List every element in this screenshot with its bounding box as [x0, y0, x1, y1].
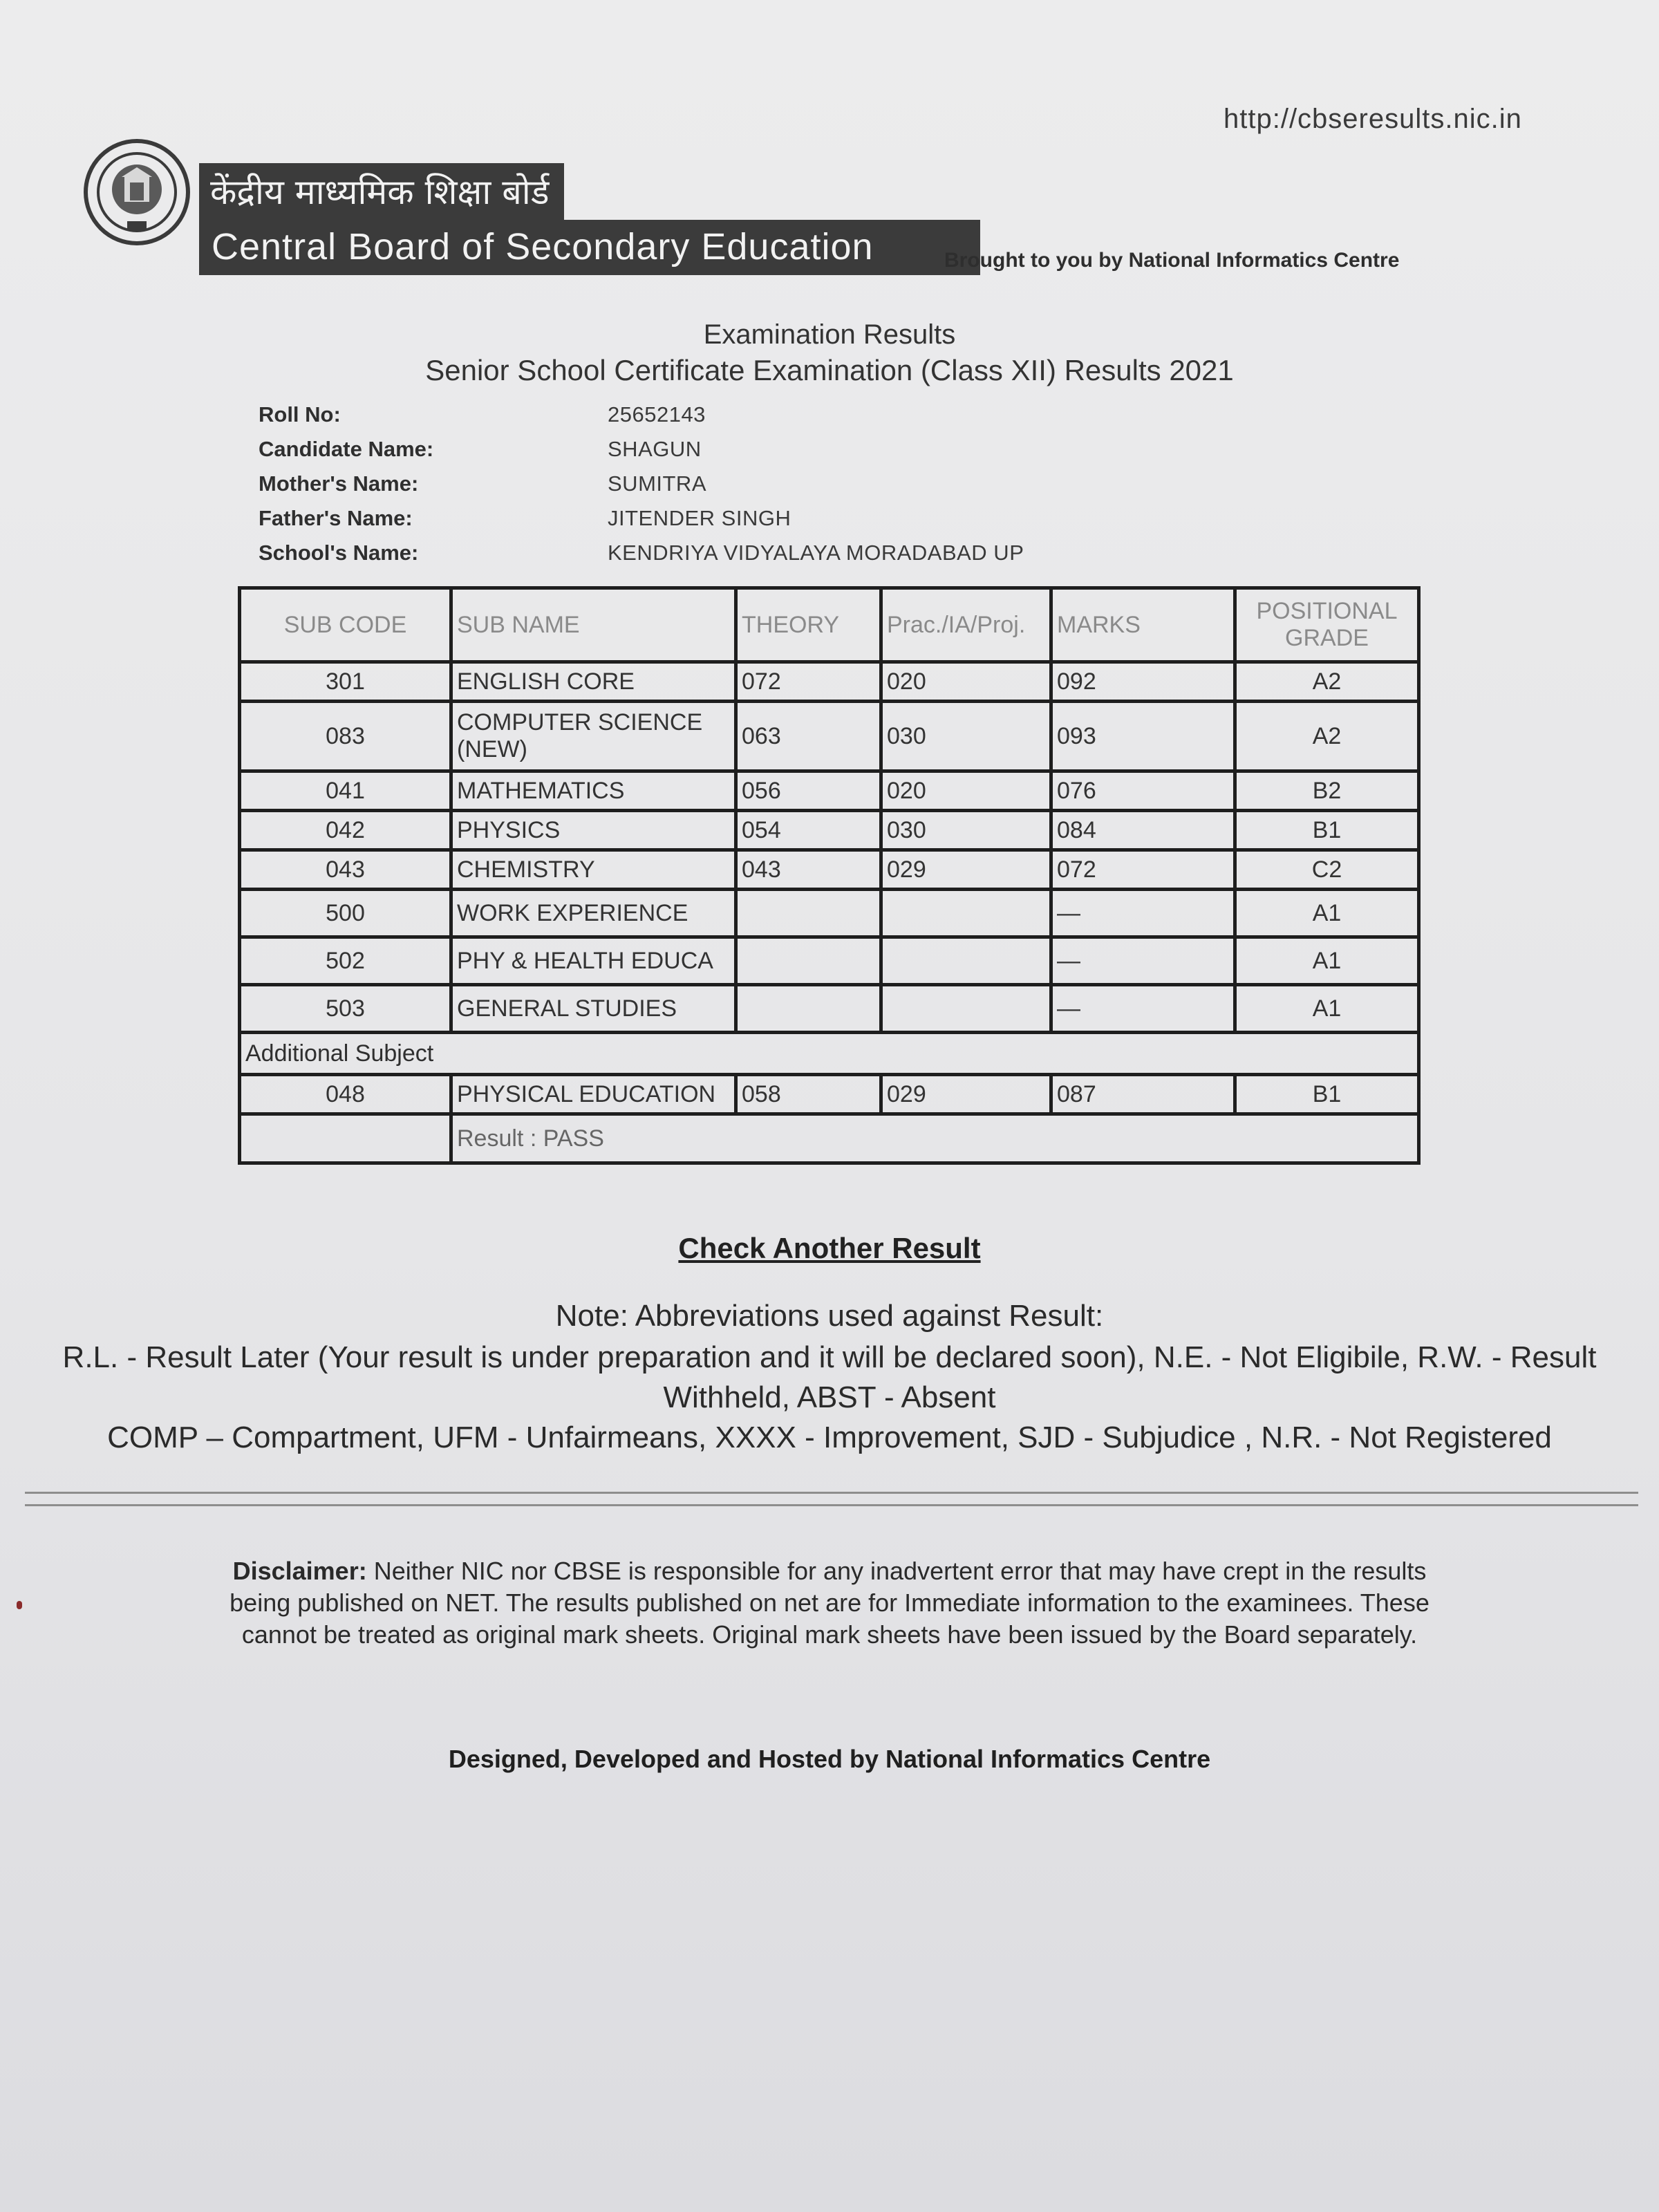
note-line: COMP – Compartment, UFM - Unfairmeans, XXXX - Improvement, SJD - Subjudice , N.R. - Not Registered: [107, 1421, 1552, 1454]
marks: —: [1051, 890, 1235, 937]
grade: C2: [1235, 850, 1419, 890]
practical: 020: [881, 771, 1051, 811]
grade: A1: [1235, 937, 1419, 985]
sub-name: PHYSICAL EDUCATION: [451, 1075, 736, 1114]
sub-name: PHY & HEALTH EDUCA: [451, 937, 736, 985]
info-value: JITENDER SINGH: [608, 506, 791, 530]
info-label: Roll No:: [259, 402, 341, 427]
sub-code: 042: [240, 811, 451, 850]
check-another-result-link[interactable]: Check Another Result: [678, 1232, 981, 1264]
table-row: [240, 662, 1419, 702]
grade: A1: [1235, 890, 1419, 937]
info-label: Mother's Name:: [259, 471, 419, 496]
column-header: MARKS: [1051, 588, 1235, 662]
theory: 063: [736, 702, 881, 771]
marks-table-wrapper: [238, 586, 1417, 1165]
page-url[interactable]: http://cbseresults.nic.in: [1224, 104, 1522, 134]
disclaimer-label: Disclaimer:: [232, 1557, 367, 1585]
practical: 020: [881, 662, 1051, 702]
note-abbreviations: [41, 1338, 1618, 1458]
note-heading: Note: Abbreviations used against Result:: [555, 1299, 1104, 1333]
table-row: [240, 890, 1419, 937]
sub-code: 083: [240, 702, 451, 771]
marks: 072: [1051, 850, 1235, 890]
marks: —: [1051, 985, 1235, 1033]
brought-by-text: Brought to you by National Informatics Centre: [944, 249, 1400, 272]
sub-name: WORK EXPERIENCE: [451, 890, 736, 937]
table-header-row: [240, 588, 1419, 662]
cbse-emblem-icon: [82, 137, 192, 254]
disclaimer: [228, 1555, 1431, 1651]
info-row-mother: [259, 467, 1024, 501]
divider: [25, 1492, 1638, 1494]
practical: 030: [881, 702, 1051, 771]
info-label: School's Name:: [259, 541, 419, 565]
grade: B1: [1235, 1075, 1419, 1114]
practical: 030: [881, 811, 1051, 850]
candidate-info: [259, 397, 1024, 570]
column-header: SUB CODE: [240, 588, 451, 662]
marks: 084: [1051, 811, 1235, 850]
practical: [881, 985, 1051, 1033]
board-banner: [199, 163, 980, 275]
marks: 093: [1051, 702, 1235, 771]
additional-subject-row: [240, 1033, 1419, 1075]
divider: [25, 1504, 1638, 1506]
marks: 092: [1051, 662, 1235, 702]
disclaimer-text: Neither NIC nor CBSE is responsible for any inadvertent error that may have crept in the results being published on NET. The results published on net are for Immediate information to the examinees. These cannot be treated as original mark sheets. Original mark sheets have been issued by the Board separately.: [229, 1557, 1430, 1649]
marks: 087: [1051, 1075, 1235, 1114]
column-header: SUB NAME: [451, 588, 736, 662]
theory: [736, 890, 881, 937]
grade: A1: [1235, 985, 1419, 1033]
table-row: [240, 1075, 1419, 1114]
note-line: R.L. - Result Later (Your result is under preparation and it will be declared soon), N.E. - Not Eligibile, R.W. - Result Withheld, ABST - Absent: [62, 1340, 1597, 1414]
info-value: SUMITRA: [608, 471, 706, 496]
info-value: SHAGUN: [608, 437, 702, 461]
info-row-candidate: [259, 432, 1024, 467]
sub-name: CHEMISTRY: [451, 850, 736, 890]
sub-code: 500: [240, 890, 451, 937]
result-status: Result : PASS: [451, 1114, 1419, 1163]
sub-name: GENERAL STUDIES: [451, 985, 736, 1033]
theory: [736, 937, 881, 985]
practical: [881, 937, 1051, 985]
table-row: [240, 771, 1419, 811]
result-row: [240, 1114, 1419, 1163]
sub-code: 043: [240, 850, 451, 890]
table-row: [240, 850, 1419, 890]
column-header: Prac./IA/Proj.: [881, 588, 1051, 662]
marks: 076: [1051, 771, 1235, 811]
theory: 058: [736, 1075, 881, 1114]
info-value: KENDRIYA VIDYALAYA MORADABAD UP: [608, 541, 1024, 565]
marks: —: [1051, 937, 1235, 985]
speck-mark: [17, 1601, 22, 1609]
theory: 056: [736, 771, 881, 811]
info-row-roll: [259, 397, 1024, 432]
table-row: [240, 702, 1419, 771]
sub-code: 048: [240, 1075, 451, 1114]
sub-name: MATHEMATICS: [451, 771, 736, 811]
page-title: Examination Results: [703, 319, 956, 350]
theory: 054: [736, 811, 881, 850]
info-row-school: [259, 536, 1024, 570]
info-label: Father's Name:: [259, 506, 413, 530]
theory: [736, 985, 881, 1033]
table-row: [240, 811, 1419, 850]
info-row-father: [259, 501, 1024, 536]
sub-name: ENGLISH CORE: [451, 662, 736, 702]
practical: 029: [881, 850, 1051, 890]
info-label: Candidate Name:: [259, 437, 434, 461]
result-empty-cell: [240, 1114, 451, 1163]
exam-title: Senior School Certificate Examination (Class XII) Results 2021: [425, 354, 1234, 386]
practical: 029: [881, 1075, 1051, 1114]
table-row: [240, 985, 1419, 1033]
additional-subject-label: Additional Subject: [240, 1033, 1419, 1075]
marks-table: [238, 586, 1421, 1165]
board-name-english: Central Board of Secondary Education: [199, 220, 980, 275]
grade: A2: [1235, 662, 1419, 702]
board-name-hindi: केंद्रीय माध्यमिक शिक्षा बोर्ड: [199, 163, 564, 220]
theory: 043: [736, 850, 881, 890]
grade: B2: [1235, 771, 1419, 811]
grade: B1: [1235, 811, 1419, 850]
practical: [881, 890, 1051, 937]
sub-code: 301: [240, 662, 451, 702]
sub-code: 502: [240, 937, 451, 985]
theory: 072: [736, 662, 881, 702]
sub-code: 503: [240, 985, 451, 1033]
footer-credit: Designed, Developed and Hosted by National Informatics Centre: [448, 1745, 1211, 1773]
sub-name: PHYSICS: [451, 811, 736, 850]
sub-name: COMPUTER SCIENCE (NEW): [451, 702, 736, 771]
grade: A2: [1235, 702, 1419, 771]
column-header: POSITIONAL GRADE: [1235, 588, 1419, 662]
table-row: [240, 937, 1419, 985]
column-header: THEORY: [736, 588, 881, 662]
info-value: 25652143: [608, 402, 706, 427]
sub-code: 041: [240, 771, 451, 811]
